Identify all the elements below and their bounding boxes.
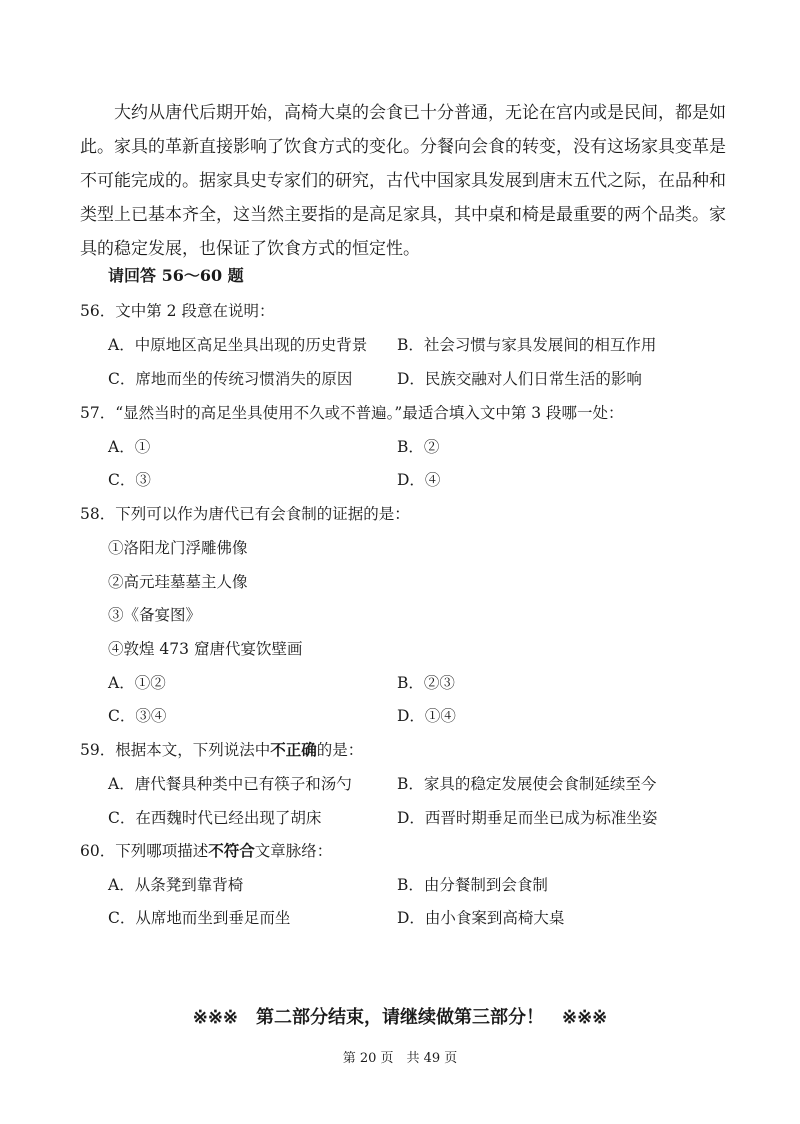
footer-message: 第二部分结束，请继续做第三部分！	[256, 1007, 544, 1028]
q60-option-b: B．由分餐制到会食制	[397, 876, 548, 894]
q60-option-d: D．由小食案到高椅大桌	[397, 909, 565, 927]
q57-option-d: D．④	[397, 471, 441, 489]
q59-option-d: D．西晋时期垂足而坐已成为标准坐姿	[397, 809, 658, 827]
q58-item-4: ④敦煌 473 窟唐代宴饮壁画	[108, 640, 303, 658]
q58-option-c: C．③④	[108, 707, 167, 725]
section-end-notice	[0, 1003, 800, 1029]
q57-option-a: A．①	[108, 438, 151, 456]
q56-option-b: B．社会习惯与家具发展间的相互作用	[397, 336, 657, 354]
footer-left-marks: ※※※	[192, 1007, 238, 1028]
q59-stem-pre: 59．根据本文，下列说法中	[80, 741, 271, 759]
q56-option-c: C．席地而坐的传统习惯消失的原因	[108, 370, 353, 388]
section-heading: 请回答 56～60 题	[108, 266, 244, 285]
q58-item-2: ②高元珪墓墓主人像	[108, 573, 248, 591]
q59-stem-emphasis: 不正确	[270, 740, 317, 759]
q60-stem	[80, 841, 332, 861]
q58-option-a: A．①②	[108, 674, 166, 692]
passage-paragraph: 大约从唐代后期开始，高椅大桌的会食已十分普通，无论在宫内或是民间，都是如此。家具的革新直接影响了饮食方式的变化。分餐向会食的转变，没有这场家具变革是不可能完成的。据家具史专家们的研究，古代中国家具发展到唐末五代之际，在品种和类型上已基本齐全，这当然主要指的是高足家具，其中桌和椅是最重要的两个品类。家具的稳定发展，也保证了饮食方式的恒定性。	[80, 103, 726, 259]
q58-item-3: ③《备宴图》	[108, 606, 202, 624]
q59-option-b: B．家具的稳定发展使会食制延续至今	[397, 775, 657, 793]
q60-option-c: C．从席地而坐到垂足而坐	[108, 909, 291, 927]
q58-option-d: D．①④	[397, 707, 456, 725]
q60-stem-emphasis: 不符合	[208, 841, 255, 860]
footer-right-marks: ※※※	[562, 1007, 608, 1028]
q58-option-b: B．②③	[397, 674, 455, 692]
q58-stem: 58．下列可以作为唐代已有会食制的证据的是：	[80, 505, 410, 523]
q60-stem-pre: 60．下列哪项描述	[80, 842, 209, 860]
q57-option-b: B．②	[397, 438, 440, 456]
q58-item-1: ①洛阳龙门浮雕佛像	[108, 539, 248, 557]
q60-option-a: A．从条凳到靠背椅	[108, 876, 244, 894]
q59-stem-post: 的是：	[316, 741, 364, 759]
q59-option-c: C．在西魏时代已经出现了胡床	[108, 809, 322, 827]
q59-stem	[80, 740, 363, 760]
q59-option-a: A．唐代餐具种类中已有筷子和汤勺	[108, 775, 352, 793]
q60-stem-post: 文章脉络：	[254, 842, 333, 860]
q56-option-a: A．中原地区高足坐具出现的历史背景	[108, 336, 368, 354]
q57-stem: 57．“显然当时的高足坐具使用不久或不普遍。”最适合填入文中第 3 段哪一处：	[80, 404, 624, 422]
page-number: 第 20 页 共 49 页	[342, 1051, 458, 1066]
q56-option-d: D．民族交融对人们日常生活的影响	[397, 370, 642, 388]
q56-stem: 56．文中第 2 段意在说明：	[80, 302, 275, 320]
q57-option-c: C．③	[108, 471, 151, 489]
